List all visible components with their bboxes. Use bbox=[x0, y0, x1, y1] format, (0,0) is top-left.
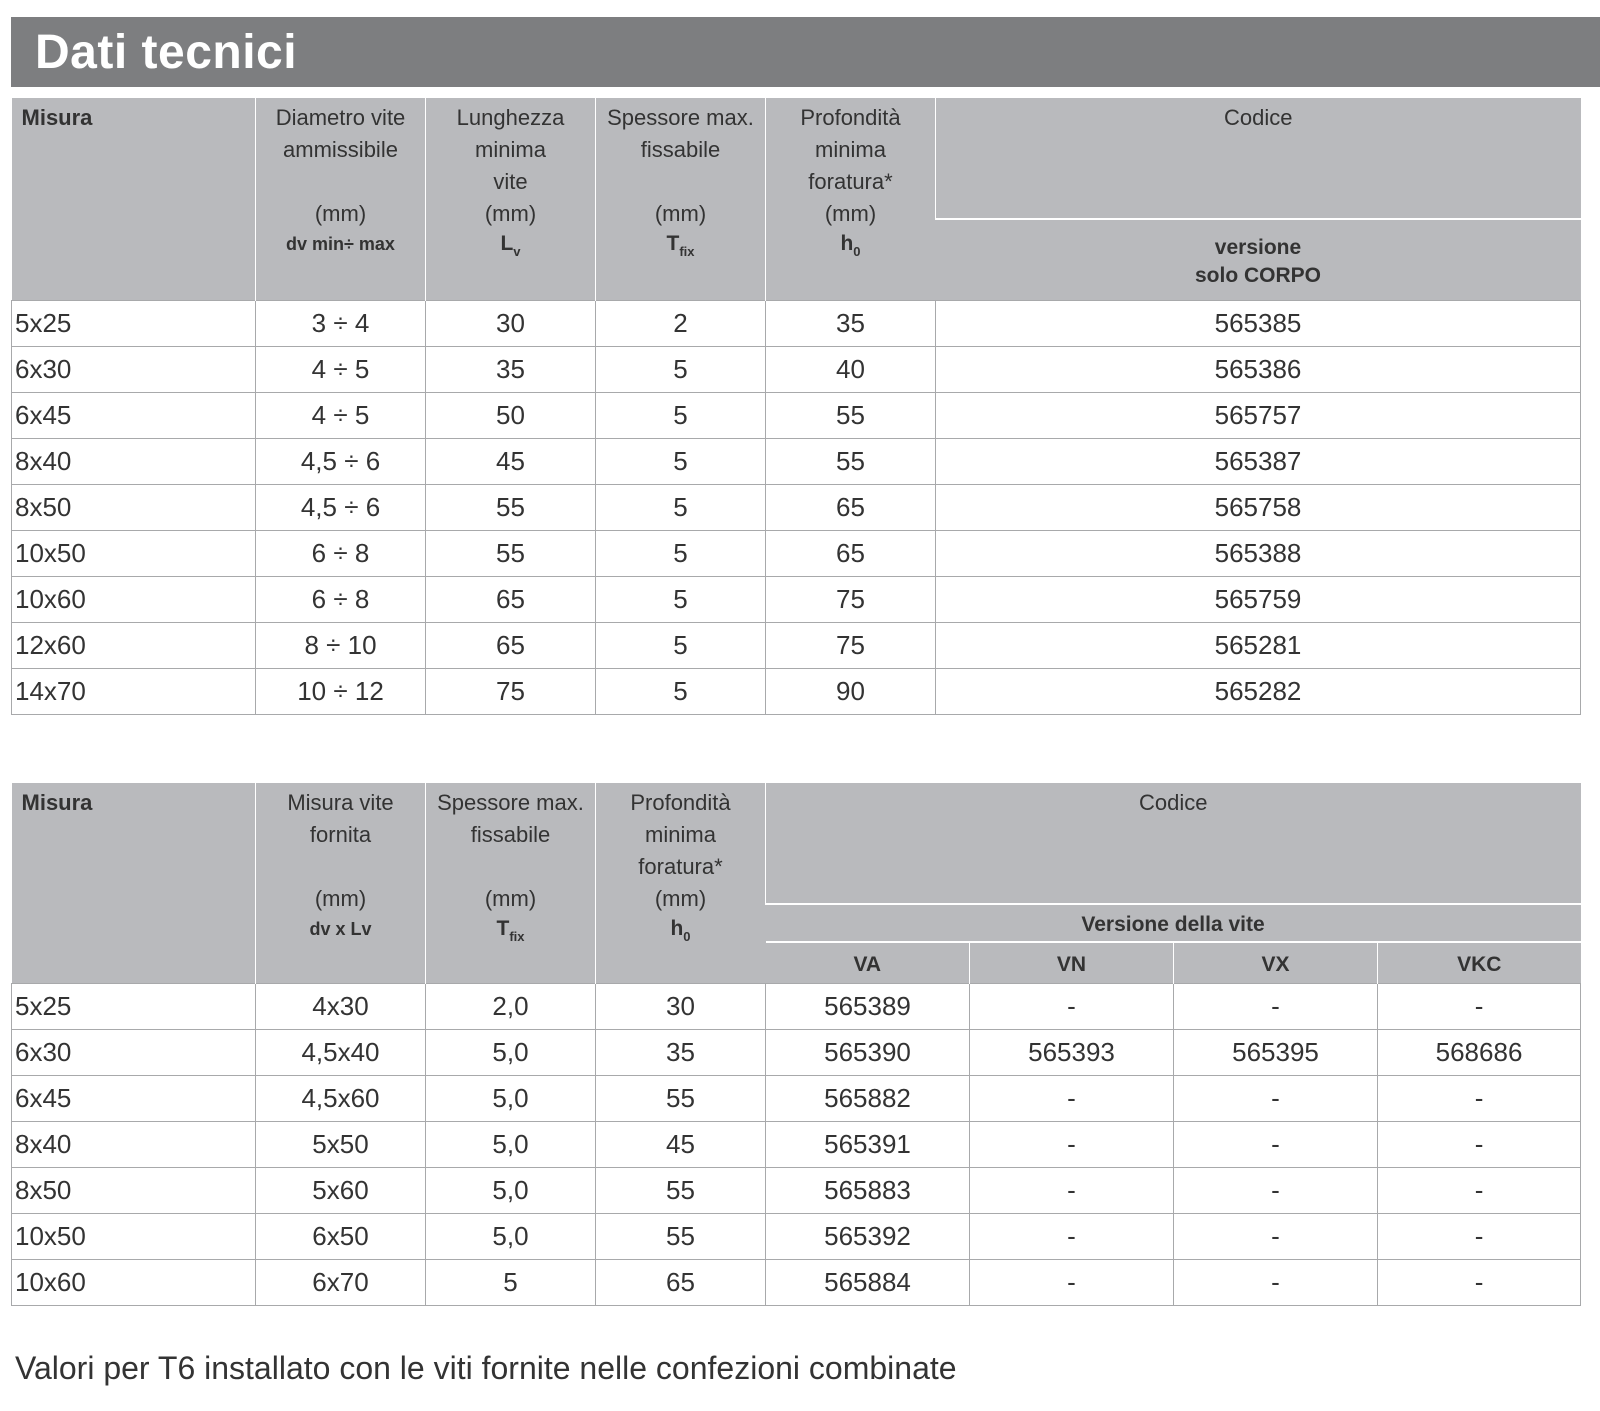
table-cell: 4x30 bbox=[256, 983, 426, 1029]
table-cell: 40 bbox=[766, 346, 936, 392]
table-row bbox=[12, 530, 1581, 576]
header-profondita: Profondità minima foratura* (mm) $h_0$ bbox=[596, 783, 766, 983]
table-cell: 8 ÷ 10 bbox=[256, 622, 426, 668]
table-cell: 10x50 bbox=[12, 530, 256, 576]
table-cell: 565389 bbox=[766, 983, 970, 1029]
table-cell: 55 bbox=[426, 484, 596, 530]
header-misura: Misura bbox=[12, 783, 256, 983]
table-cell: 565387 bbox=[936, 438, 1581, 484]
header-diametro: Diametro vite ammissibile (mm) dv min÷ max bbox=[256, 98, 426, 300]
table-cell: 10x60 bbox=[12, 1259, 256, 1305]
table-cell: - bbox=[1378, 1121, 1581, 1167]
table-cell: 55 bbox=[596, 1213, 766, 1259]
table-cell: 65 bbox=[426, 576, 596, 622]
table-cell: 35 bbox=[426, 346, 596, 392]
table-cell: 75 bbox=[426, 668, 596, 714]
table-cell: 8x50 bbox=[12, 484, 256, 530]
table-cell: 565884 bbox=[766, 1259, 970, 1305]
table-cell: 55 bbox=[766, 392, 936, 438]
table-cell: - bbox=[970, 1213, 1174, 1259]
table-cell: 565883 bbox=[766, 1167, 970, 1213]
table-cell: - bbox=[970, 1167, 1174, 1213]
table-cell: 565758 bbox=[936, 484, 1581, 530]
table-cell: 5x60 bbox=[256, 1167, 426, 1213]
table-row bbox=[12, 576, 1581, 622]
table-cell: 65 bbox=[426, 622, 596, 668]
table-cell: 55 bbox=[766, 438, 936, 484]
table-cell: 6x45 bbox=[12, 392, 256, 438]
table-cell: 4,5 ÷ 6 bbox=[256, 484, 426, 530]
table-cell: 5,0 bbox=[426, 1167, 596, 1213]
table-cell: 8x40 bbox=[12, 438, 256, 484]
table-cell: 565388 bbox=[936, 530, 1581, 576]
header-vx: VX bbox=[1174, 942, 1378, 983]
header-vn: VN bbox=[970, 942, 1174, 983]
table-cell: - bbox=[1378, 1075, 1581, 1121]
table-cell: 568686 bbox=[1378, 1029, 1581, 1075]
table-cell: 10 ÷ 12 bbox=[256, 668, 426, 714]
table-cell: 2 bbox=[596, 300, 766, 346]
table-cell: 55 bbox=[426, 530, 596, 576]
table-cell: - bbox=[1378, 983, 1581, 1029]
table-row bbox=[12, 346, 1581, 392]
table-cell: - bbox=[970, 983, 1174, 1029]
table-cell: 8x50 bbox=[12, 1167, 256, 1213]
table-row bbox=[12, 983, 1581, 1029]
table-cell: 30 bbox=[596, 983, 766, 1029]
table-cell: 65 bbox=[766, 530, 936, 576]
table-cell: - bbox=[970, 1259, 1174, 1305]
technical-data-table-combined bbox=[11, 783, 1581, 1306]
table-cell: - bbox=[1378, 1213, 1581, 1259]
table-cell: 5 bbox=[596, 484, 766, 530]
table-cell: 10x60 bbox=[12, 576, 256, 622]
header-versione-vite: Versione della vite bbox=[766, 904, 1581, 942]
table-cell: 5 bbox=[596, 392, 766, 438]
table-row bbox=[12, 392, 1581, 438]
table-cell: 5 bbox=[596, 530, 766, 576]
table-cell: 6x50 bbox=[256, 1213, 426, 1259]
table-cell: 565386 bbox=[936, 346, 1581, 392]
table-cell: 6x30 bbox=[12, 1029, 256, 1075]
table-row bbox=[12, 1167, 1581, 1213]
table-cell: 4,5x40 bbox=[256, 1029, 426, 1075]
table-cell: 12x60 bbox=[12, 622, 256, 668]
table-row bbox=[12, 622, 1581, 668]
table-cell: - bbox=[1378, 1167, 1581, 1213]
table-cell: 5x50 bbox=[256, 1121, 426, 1167]
header-codice: Codice bbox=[766, 783, 1581, 904]
table-cell: 565393 bbox=[970, 1029, 1174, 1075]
table-cell: - bbox=[1174, 1213, 1378, 1259]
table-cell: - bbox=[970, 1121, 1174, 1167]
table-row bbox=[12, 1121, 1581, 1167]
table-cell: 4,5 ÷ 6 bbox=[256, 438, 426, 484]
table-cell: - bbox=[1174, 983, 1378, 1029]
table-cell: - bbox=[970, 1075, 1174, 1121]
table-cell: 5x25 bbox=[12, 983, 256, 1029]
table-cell: 2,0 bbox=[426, 983, 596, 1029]
table-row bbox=[12, 1259, 1581, 1305]
table-cell: 3 ÷ 4 bbox=[256, 300, 426, 346]
table-cell: 65 bbox=[596, 1259, 766, 1305]
table-row bbox=[12, 668, 1581, 714]
table-cell: - bbox=[1174, 1075, 1378, 1121]
table-cell: 565759 bbox=[936, 576, 1581, 622]
table-cell: 4 ÷ 5 bbox=[256, 346, 426, 392]
table-cell: 50 bbox=[426, 392, 596, 438]
table-row bbox=[12, 300, 1581, 346]
header-versione-corpo: versione solo CORPO bbox=[936, 219, 1581, 300]
table-cell: 565757 bbox=[936, 392, 1581, 438]
table-cell: 55 bbox=[596, 1075, 766, 1121]
header-vkc: VKC bbox=[1378, 942, 1581, 983]
table-cell: 6 ÷ 8 bbox=[256, 530, 426, 576]
header-misura: Misura bbox=[12, 98, 256, 300]
title-bar bbox=[11, 17, 1600, 87]
table-cell: 565281 bbox=[936, 622, 1581, 668]
table-cell: 4,5x60 bbox=[256, 1075, 426, 1121]
table-row bbox=[12, 1029, 1581, 1075]
table-cell: 565390 bbox=[766, 1029, 970, 1075]
table-cell: - bbox=[1378, 1259, 1581, 1305]
technical-data-table-body bbox=[11, 98, 1581, 715]
table-cell: 5x25 bbox=[12, 300, 256, 346]
table-cell: 5 bbox=[596, 622, 766, 668]
table-row bbox=[12, 484, 1581, 530]
table-cell: - bbox=[1174, 1121, 1378, 1167]
table-cell: 35 bbox=[596, 1029, 766, 1075]
table-cell: 8x40 bbox=[12, 1121, 256, 1167]
table-cell: 5,0 bbox=[426, 1075, 596, 1121]
table-cell: 5 bbox=[426, 1259, 596, 1305]
table-cell: 10x50 bbox=[12, 1213, 256, 1259]
table-cell: 565882 bbox=[766, 1075, 970, 1121]
table-cell: 5,0 bbox=[426, 1213, 596, 1259]
table-cell: 6x30 bbox=[12, 346, 256, 392]
header-misura-vite: Misura vite fornita (mm) dv x Lv bbox=[256, 783, 426, 983]
table-row bbox=[12, 1213, 1581, 1259]
table-cell: 14x70 bbox=[12, 668, 256, 714]
table-cell: 5 bbox=[596, 668, 766, 714]
header-spessore: Spessore max. fissabile (mm) $T_{fix}$ bbox=[596, 98, 766, 300]
header-spessore: Spessore max. fissabile (mm) $T_{fix}$ bbox=[426, 783, 596, 983]
table-cell: 75 bbox=[766, 622, 936, 668]
table-cell: 4 ÷ 5 bbox=[256, 392, 426, 438]
table-cell: 90 bbox=[766, 668, 936, 714]
table-cell: 5 bbox=[596, 576, 766, 622]
table-cell: 55 bbox=[596, 1167, 766, 1213]
table-cell: 565385 bbox=[936, 300, 1581, 346]
table-cell: 565392 bbox=[766, 1213, 970, 1259]
header-codice: Codice bbox=[936, 98, 1581, 219]
table-row bbox=[12, 1075, 1581, 1121]
table-cell: - bbox=[1174, 1167, 1378, 1213]
table-cell: 565282 bbox=[936, 668, 1581, 714]
table-cell: 565391 bbox=[766, 1121, 970, 1167]
header-va: VA bbox=[766, 942, 970, 983]
table-cell: 5 bbox=[596, 438, 766, 484]
table-cell: 35 bbox=[766, 300, 936, 346]
table-cell: 565395 bbox=[1174, 1029, 1378, 1075]
header-profondita: Profondità minima foratura* (mm) $h_0$ bbox=[766, 98, 936, 300]
table-cell: 65 bbox=[766, 484, 936, 530]
table-cell: 75 bbox=[766, 576, 936, 622]
table-cell: 6x70 bbox=[256, 1259, 426, 1305]
table-cell: 45 bbox=[426, 438, 596, 484]
page-title: Dati tecnici bbox=[35, 26, 298, 79]
footnote: Valori per T6 installato con le viti fornite nelle confezioni combinate bbox=[15, 1350, 957, 1386]
table-row bbox=[12, 438, 1581, 484]
table-cell: 6 ÷ 8 bbox=[256, 576, 426, 622]
table-cell: 45 bbox=[596, 1121, 766, 1167]
table-cell: 30 bbox=[426, 300, 596, 346]
table-cell: 5 bbox=[596, 346, 766, 392]
table-cell: 6x45 bbox=[12, 1075, 256, 1121]
table-cell: - bbox=[1174, 1259, 1378, 1305]
table-cell: 5,0 bbox=[426, 1121, 596, 1167]
table-cell: 5,0 bbox=[426, 1029, 596, 1075]
header-lunghezza: Lunghezza minima vite (mm) $L_v$ bbox=[426, 98, 596, 300]
